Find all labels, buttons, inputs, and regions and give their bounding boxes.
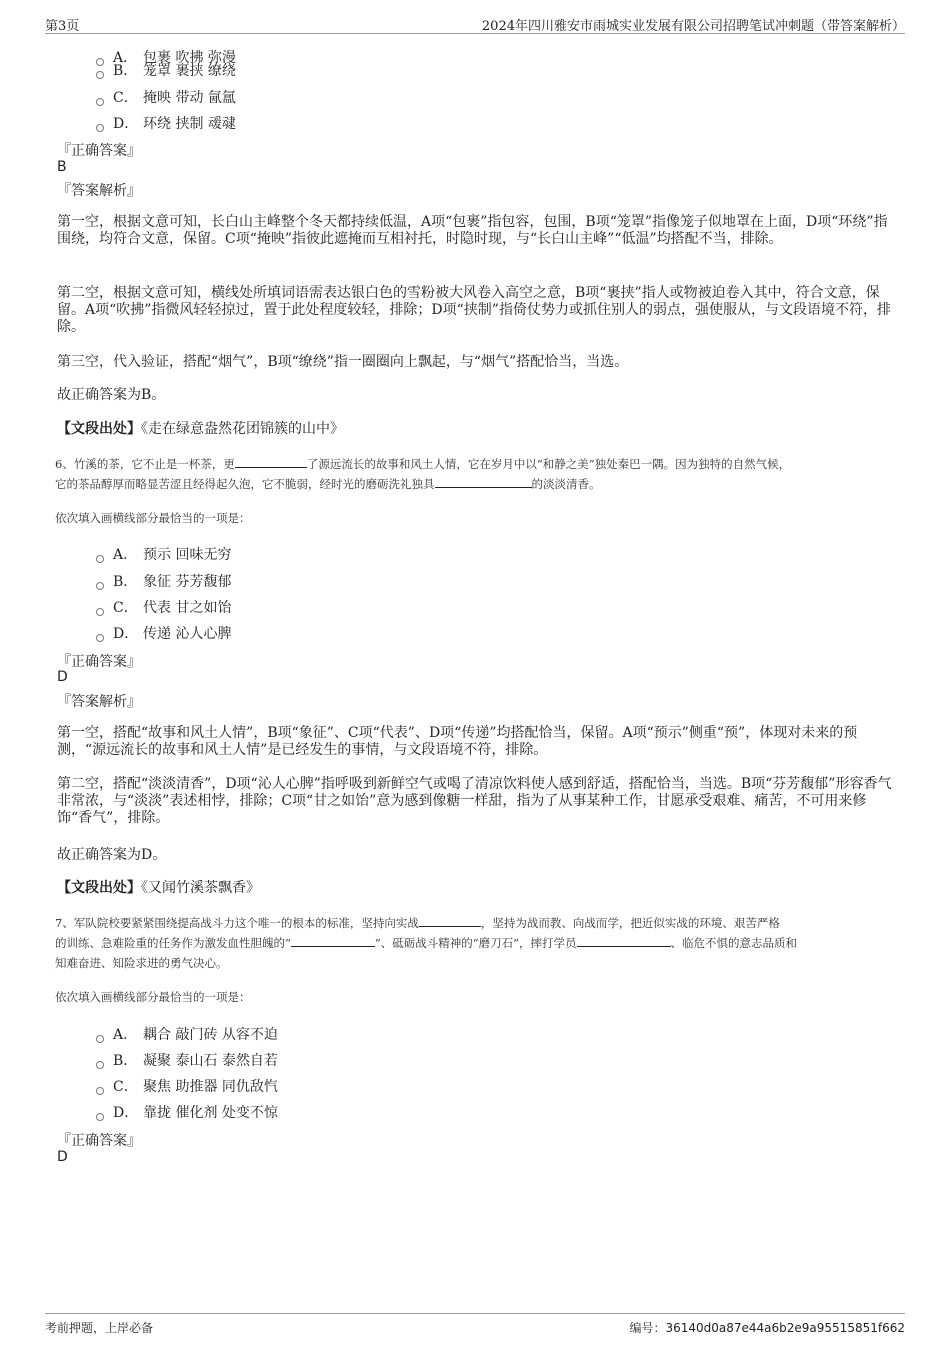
fill-blank <box>435 475 532 488</box>
radio-icon[interactable] <box>96 124 104 132</box>
radio-icon[interactable] <box>96 1035 104 1043</box>
analysis-paragraph: 第三空，代入验证，搭配“烟气”，B项“缭绕”指一圈圈向上飘起，与“烟气”搭配恰当，当选。 <box>57 354 629 370</box>
q6-option-a[interactable]: A． 预示 回味无穷 <box>96 544 231 564</box>
q7-option-c[interactable]: C． 聚焦 助推器 同仇敌忾 <box>96 1076 278 1096</box>
q7-option-a[interactable]: A． 耦合 敲门砖 从容不迫 <box>96 1024 278 1044</box>
radio-icon[interactable] <box>96 1061 104 1069</box>
q5-option-a[interactable]: A． 包裹 吹拂 弥漫 <box>96 47 236 67</box>
fill-blank <box>419 914 481 927</box>
analysis-paragraph: 第二空，根据文意可知，横线处所填词语需表达银白色的雪粉被大风卷入高空之意，B项“裹挟”指人或物被迫卷入其中，符合文意，保留。A项“吹拂”指微风轻轻掠过，置于此处程度较轻，排除；D项“挟制”指倚仗势力或抓住别人的弱点，强使服从，与文段语境不符，排除。 <box>57 285 891 335</box>
radio-icon[interactable] <box>96 582 104 590</box>
fill-blank <box>235 455 307 468</box>
answer-label: 『正确答案』 <box>57 143 141 159</box>
radio-icon[interactable] <box>96 1087 104 1095</box>
document-code: 编号：36140d0a87e44a6b2e9a95515851f662 <box>629 1321 905 1335</box>
analysis-label: 『答案解析』 <box>57 183 141 199</box>
question-prompt: 依次填入画横线部分最恰当的一项是： <box>55 511 251 525</box>
radio-icon[interactable] <box>96 555 104 563</box>
correct-answer: B <box>57 159 67 175</box>
page-header <box>45 0 905 34</box>
q5-option-c[interactable]: C． 掩映 带动 氤氲 <box>96 87 236 107</box>
source-citation: 【文段出处】《走在绿意盎然花团锦簇的山中》 <box>57 421 344 437</box>
q6-option-c[interactable]: C． 代表 甘之如饴 <box>96 597 231 617</box>
source-citation: 【文段出处】《又闻竹溪茶飘香》 <box>57 880 260 896</box>
analysis-conclusion: 故正确答案为B。 <box>57 387 166 403</box>
q5-option-d[interactable]: D． 环绕 挟制 叆叇 <box>96 113 236 133</box>
radio-icon[interactable] <box>96 634 104 642</box>
radio-icon[interactable] <box>96 98 104 106</box>
analysis-paragraph: 第一空，根据文意可知，长白山主峰整个冬天都持续低温，A项“包裹”指包容，包围，B项“笼罩”指像笼子似地罩在上面，D项“环绕”指围绕，均符合文意，保留。C项“掩映”指彼此遮掩而互相衬托，时隐时现，与“长白山主峰”“低温”均搭配不当，排除。 <box>57 214 888 247</box>
question-stem: 7、军队院校要紧紧围绕提高战斗力这个唯一的根本的标准，坚持向实战 ，坚持为战而教、向战而学，把近似实战的环境、艰苦严格 的训练、急难险重的任务作为激发血性胆魄的“ ”、砥砺战斗精神的“磨刀石”，摔打学员 、临危不惧的意志品质和 知难奋进、知险求进的勇气决心。 <box>55 916 798 970</box>
q7-option-b[interactable]: B． 凝聚 泰山石 泰然自若 <box>96 1050 278 1070</box>
radio-icon[interactable] <box>96 608 104 616</box>
q6-option-b[interactable]: B． 象征 芬芳馥郁 <box>96 571 231 591</box>
question-prompt: 依次填入画横线部分最恰当的一项是： <box>55 990 251 1004</box>
fill-blank <box>291 934 375 947</box>
q7-option-d[interactable]: D． 靠拢 催化剂 处变不惊 <box>96 1102 278 1122</box>
page-number: 第3页 <box>45 19 80 34</box>
analysis-label: 『答案解析』 <box>57 694 141 710</box>
footer-slogan: 考前押题，上岸必备 <box>45 1321 154 1335</box>
analysis-conclusion: 故正确答案为D。 <box>57 847 167 863</box>
question-stem: 6、竹溪的茶，它不止是一杯茶，更 了源远流长的故事和风土人情，它在岁月中以“和静之美”独处秦巴一隅。因为独特的自然气候， 它的茶品醇厚而略显苦涩且经得起久泡，它不脆弱，经时光的磨砺洗礼独具 的淡淡清香。 <box>55 457 791 491</box>
analysis-paragraph: 第二空，搭配“淡淡清香”，D项“沁人心脾”指呼吸到新鲜空气或喝了清凉饮料使人感到舒适，搭配恰当，当选。B项“芬芳馥郁”形容香气非常浓，与“淡淡”表述相悖，排除；C项“甘之如饴”意为感到像糖一样甜，指为了从事某种工作，甘愿承受艰难、痛苦，不可用来修饰“香气”，排除。 <box>57 776 892 826</box>
document-title: 2024年四川雅安市雨城实业发展有限公司招聘笔试冲刺题（带答案解析） <box>481 19 905 34</box>
answer-label: 『正确答案』 <box>57 654 141 670</box>
fill-blank <box>577 934 671 947</box>
q5-option-b[interactable]: B． 笼罩 裹挟 缭绕 <box>96 60 236 80</box>
radio-icon[interactable] <box>96 1113 104 1121</box>
correct-answer: D <box>57 1149 68 1165</box>
radio-icon[interactable] <box>96 71 104 79</box>
answer-label: 『正确答案』 <box>57 1133 141 1149</box>
q6-option-d[interactable]: D． 传递 沁人心脾 <box>96 623 231 643</box>
analysis-paragraph: 第一空，搭配“故事和风土人情”，B项“象征”、C项“代表”、D项“传递”均搭配恰当，保留。A项“预示”侧重“预”，体现对未来的预测，“源远流长的故事和风土人情”是已经发生的事情，与文段语境不符，排除。 <box>57 725 858 758</box>
correct-answer: D <box>57 669 68 685</box>
page-footer <box>45 1313 905 1335</box>
